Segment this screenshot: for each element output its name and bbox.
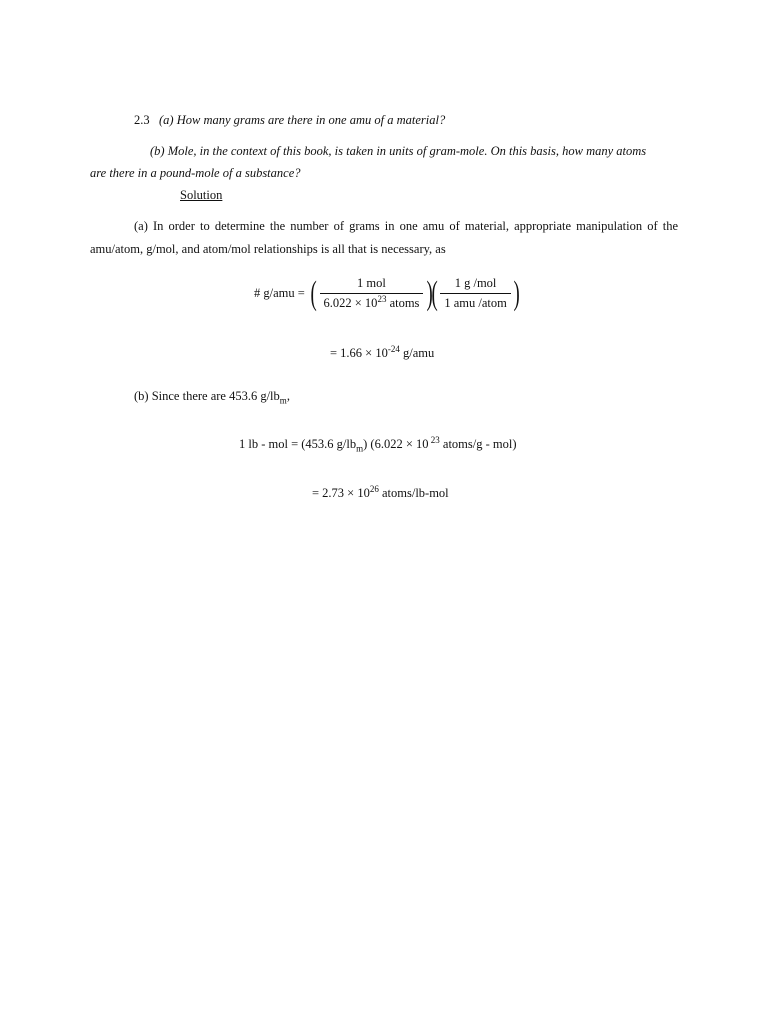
problem-part-a xyxy=(134,113,445,128)
equation-2: 1 lb - mol = (453.6 $g/lb_m$) (6.022 × 10 $^{23}$ atoms/g - mol) xyxy=(239,434,517,454)
eq2-exponent: 23 xyxy=(428,434,440,445)
eq2-result-exponent: 26 xyxy=(369,483,379,494)
part-b-question-line2: are there in a pound-mole of a substance? xyxy=(90,166,301,180)
equation-1 xyxy=(254,276,519,311)
eq1-lhs: # g/amu = xyxy=(254,286,305,300)
eq1-frac1-numerator: 1 mol xyxy=(320,276,424,294)
eq1-result-exponent: -24 xyxy=(387,343,400,354)
problem-number: 2.3 xyxy=(134,113,150,127)
solution-b-line1: (b) Since there are 453.6 $g/lb_m$, xyxy=(134,389,290,406)
eq1-close-paren-1: ) xyxy=(426,274,433,312)
eq1-result: = $1.66 \times 10^{-24}$ g/amu xyxy=(330,343,435,360)
solution-a-line2: amu/atom, g/mol, and atom/mol relationships is all that is necessary, as xyxy=(90,242,446,256)
solution-a-line1: (a) In order to determine the number of grams in one amu of material, appropriate manipulation of the xyxy=(134,219,678,233)
eq1-frac2-numerator: 1 g /mol xyxy=(440,276,511,294)
eq1-fraction-2 xyxy=(440,276,511,311)
eq1-open-paren-2: ( xyxy=(431,274,438,312)
eq1-fraction-1 xyxy=(320,276,424,311)
part-a-question: (a) How many grams are there in one amu of a material? xyxy=(159,113,446,127)
eq1-close-paren-2: ) xyxy=(513,274,520,312)
eq1-open-paren-1: ( xyxy=(310,274,317,312)
eq1-frac1-denominator: $6.022 \times 10^{23}$ atoms xyxy=(323,293,420,310)
eq1-frac2-denominator: 1 amu /atom xyxy=(444,296,507,310)
part-b-question-line1: (b) Mole, in the context of this book, is taken in units of gram-mole. On this basis, how many atoms xyxy=(150,144,647,158)
eq2-result: = $2.73 \times 10^{26}$ atoms/lb-mol xyxy=(312,483,449,500)
solution-heading: Solution xyxy=(180,188,223,202)
